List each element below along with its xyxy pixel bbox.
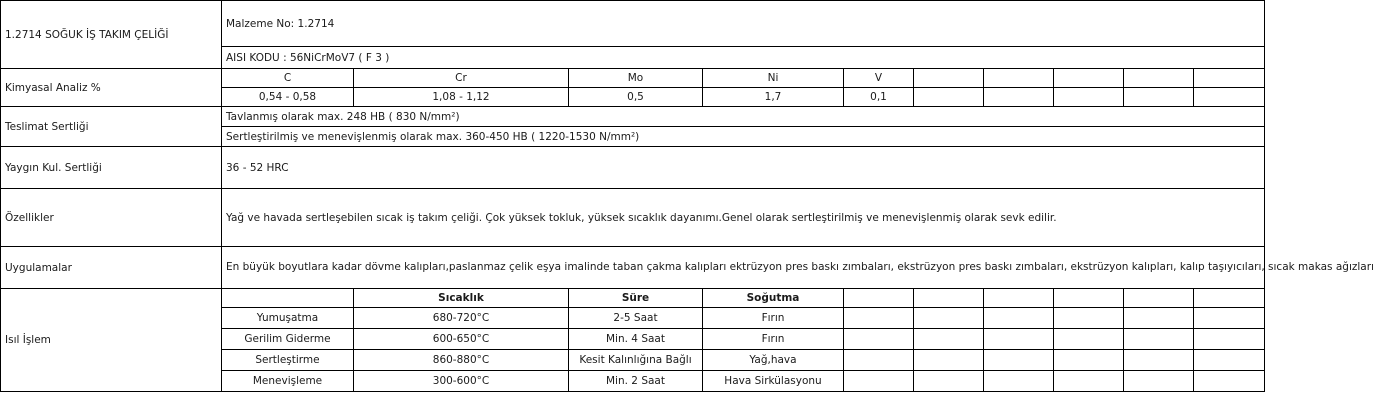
empty-cell xyxy=(1124,371,1194,392)
process-duration: Min. 4 Saat xyxy=(569,329,703,350)
chemical-analysis-label: Kimyasal Analiz % xyxy=(1,69,222,107)
annealed-hardness: Tavlanmış olarak max. 248 HB ( 830 N/mm²) xyxy=(222,107,1265,127)
value-ni: 1,7 xyxy=(703,88,844,107)
empty-cell xyxy=(1194,69,1265,88)
empty-cell xyxy=(1194,289,1265,308)
heat-treatment-label: Isıl İşlem xyxy=(1,289,222,392)
empty-cell xyxy=(1124,350,1194,371)
process-temp: 600-650°C xyxy=(354,329,569,350)
process-name: Yumuşatma xyxy=(222,308,354,329)
empty-cell xyxy=(1124,88,1194,107)
process-temp: 680-720°C xyxy=(354,308,569,329)
element-v: V xyxy=(844,69,914,88)
empty-cell xyxy=(844,289,914,308)
empty-cell xyxy=(984,329,1054,350)
hardened-hardness: Sertleştirilmiş ve menevişlenmiş olarak max. 360-450 HB ( 1220-1530 N/mm²) xyxy=(222,127,1265,147)
empty-cell xyxy=(1054,88,1124,107)
empty-cell xyxy=(1054,289,1124,308)
empty-cell xyxy=(844,371,914,392)
empty-cell xyxy=(844,350,914,371)
empty-cell xyxy=(984,350,1054,371)
empty-cell xyxy=(984,371,1054,392)
temp-header: Sıcaklık xyxy=(354,289,569,308)
empty-cell xyxy=(914,308,984,329)
empty-cell xyxy=(1124,69,1194,88)
element-c: C xyxy=(222,69,354,88)
process-temp: 300-600°C xyxy=(354,371,569,392)
empty-cell xyxy=(914,289,984,308)
table-row xyxy=(1,289,1265,308)
empty-cell xyxy=(984,88,1054,107)
process-duration: Kesit Kalınlığına Bağlı xyxy=(569,350,703,371)
table-row xyxy=(1,1,1265,47)
aisi-code: AISI KODU : 56NiCrMoV7 ( F 3 ) xyxy=(222,47,1265,69)
empty-cell xyxy=(1194,88,1265,107)
table-row xyxy=(1,247,1265,289)
delivery-hardness-label: Teslimat Sertliği xyxy=(1,107,222,147)
process-duration: Min. 2 Saat xyxy=(569,371,703,392)
table-row xyxy=(1,147,1265,189)
empty-cell xyxy=(914,329,984,350)
empty-cell xyxy=(914,371,984,392)
material-number: Malzeme No: 1.2714 xyxy=(222,1,1265,47)
applications-label: Uygulamalar xyxy=(1,247,222,289)
empty-cell xyxy=(984,289,1054,308)
element-mo: Mo xyxy=(569,69,703,88)
empty-cell xyxy=(1054,350,1124,371)
process-name: Gerilim Giderme xyxy=(222,329,354,350)
value-cr: 1,08 - 1,12 xyxy=(354,88,569,107)
process-cooling: Yağ,hava xyxy=(703,350,844,371)
table-row xyxy=(1,69,1265,88)
empty-cell xyxy=(1054,371,1124,392)
empty-cell xyxy=(984,69,1054,88)
empty-cell xyxy=(1124,329,1194,350)
element-ni: Ni xyxy=(703,69,844,88)
process-name: Sertleştirme xyxy=(222,350,354,371)
applications-text: En büyük boyutlara kadar dövme kalıpları,paslanmaz çelik eşya imalinde taban çakma kalıpları ektrüzyon pres baskı zımbaları, ekstrüzyon pres baskı zımbaları, ekstrüzyon kalıpları, kalıp taşıyıcıları, sıcak makas ağızları xyxy=(222,247,1265,289)
common-hardness-value: 36 - 52 HRC xyxy=(222,147,1265,189)
empty-cell xyxy=(222,289,354,308)
process-cooling: Fırın xyxy=(703,329,844,350)
process-duration: 2-5 Saat xyxy=(569,308,703,329)
empty-cell xyxy=(914,88,984,107)
empty-cell xyxy=(1054,69,1124,88)
empty-cell xyxy=(1124,289,1194,308)
value-c: 0,54 - 0,58 xyxy=(222,88,354,107)
product-title: 1.2714 SOĞUK İŞ TAKIM ÇELİĞİ xyxy=(1,1,222,69)
empty-cell xyxy=(1054,308,1124,329)
empty-cell xyxy=(1194,329,1265,350)
empty-cell xyxy=(1054,329,1124,350)
process-cooling: Fırın xyxy=(703,308,844,329)
common-hardness-label: Yaygın Kul. Sertliği xyxy=(1,147,222,189)
cooling-header: Soğutma xyxy=(703,289,844,308)
empty-cell xyxy=(984,308,1054,329)
process-cooling: Hava Sirkülasyonu xyxy=(703,371,844,392)
duration-header: Süre xyxy=(569,289,703,308)
empty-cell xyxy=(914,69,984,88)
table-row xyxy=(1,107,1265,127)
table-row xyxy=(1,189,1265,247)
empty-cell xyxy=(1194,350,1265,371)
value-v: 0,1 xyxy=(844,88,914,107)
empty-cell xyxy=(1124,308,1194,329)
process-temp: 860-880°C xyxy=(354,350,569,371)
empty-cell xyxy=(844,329,914,350)
empty-cell xyxy=(1194,308,1265,329)
empty-cell xyxy=(1194,371,1265,392)
process-name: Menevişleme xyxy=(222,371,354,392)
properties-text: Yağ ve havada sertleşebilen sıcak iş takım çeliği. Çok yüksek tokluk, yüksek sıcaklık dayanımı.Genel olarak sertleştirilmiş ve menevişlenmiş olarak sevk edilir. xyxy=(222,189,1265,247)
properties-label: Özellikler xyxy=(1,189,222,247)
empty-cell xyxy=(844,308,914,329)
element-cr: Cr xyxy=(354,69,569,88)
empty-cell xyxy=(914,350,984,371)
value-mo: 0,5 xyxy=(569,88,703,107)
